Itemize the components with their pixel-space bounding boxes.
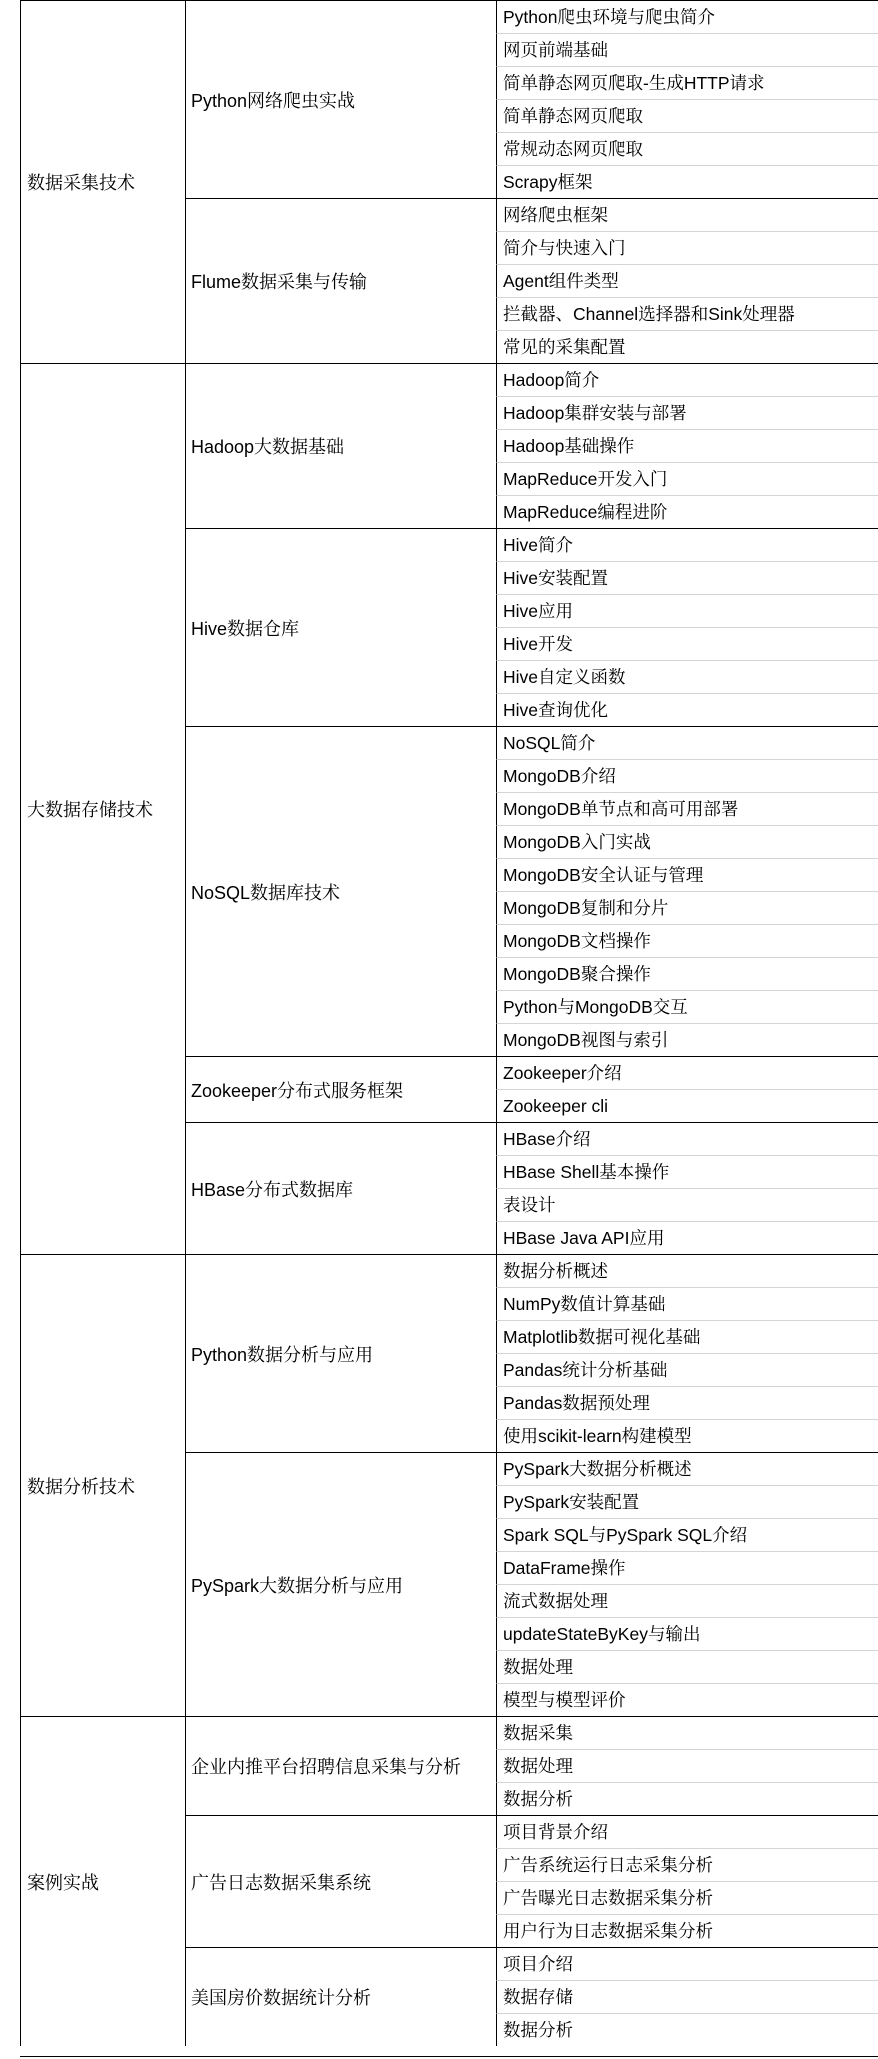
course-cell: 企业内推平台招聘信息采集与分析 (186, 1716, 496, 1815)
topic-cell: Zookeeper介绍 (496, 1056, 878, 1089)
topic-cell: 拦截器、Channel选择器和Sink处理器 (496, 297, 878, 330)
topic-cell: Hive简介 (496, 528, 878, 561)
topic-cell: MongoDB视图与索引 (496, 1023, 878, 1056)
table-bottom-border (20, 2056, 878, 2057)
topic-cell: 广告曝光日志数据采集分析 (496, 1881, 878, 1914)
topic-cell: Spark SQL与PySpark SQL介绍 (496, 1518, 878, 1551)
topic-cell: 数据分析概述 (496, 1254, 878, 1287)
topic-cell: MapReduce编程进阶 (496, 495, 878, 528)
course-cell: 美国房价数据统计分析 (186, 1947, 496, 2046)
topic-cell: 项目背景介绍 (496, 1815, 878, 1848)
topic-cell: 使用scikit-learn构建模型 (496, 1419, 878, 1452)
topic-cell: HBase介绍 (496, 1122, 878, 1155)
topic-cell: 网页前端基础 (496, 33, 878, 66)
topic-cell: 项目介绍 (496, 1947, 878, 1980)
topic-cell: Pandas统计分析基础 (496, 1353, 878, 1386)
topic-cell: 广告系统运行日志采集分析 (496, 1848, 878, 1881)
course-cell: Python网络爬虫实战 (186, 0, 496, 198)
course-cell: NoSQL数据库技术 (186, 726, 496, 1056)
topic-cell: 常规动态网页爬取 (496, 132, 878, 165)
course-cell: Hadoop大数据基础 (186, 363, 496, 528)
topic-cell: NumPy数值计算基础 (496, 1287, 878, 1320)
topic-cell: 数据采集 (496, 1716, 878, 1749)
topic-cell: MongoDB单节点和高可用部署 (496, 792, 878, 825)
topic-cell: PySpark安装配置 (496, 1485, 878, 1518)
topic-cell: Hadoop集群安装与部署 (496, 396, 878, 429)
topic-cell: MapReduce开发入门 (496, 462, 878, 495)
topic-cell: Hive应用 (496, 594, 878, 627)
course-cell: Flume数据采集与传输 (186, 198, 496, 363)
topic-cell: Matplotlib数据可视化基础 (496, 1320, 878, 1353)
topic-cell: PySpark大数据分析概述 (496, 1452, 878, 1485)
topic-cell: MongoDB入门实战 (496, 825, 878, 858)
topic-cell: NoSQL简介 (496, 726, 878, 759)
course-cell: 广告日志数据采集系统 (186, 1815, 496, 1947)
topic-cell: Hive安装配置 (496, 561, 878, 594)
category-cell: 数据分析技术 (20, 1254, 186, 1716)
topic-cell: Hive自定义函数 (496, 660, 878, 693)
topic-cell: 模型与模型评价 (496, 1683, 878, 1716)
topic-cell: HBase Shell基本操作 (496, 1155, 878, 1188)
topic-cell: Python爬虫环境与爬虫简介 (496, 0, 878, 33)
topic-cell: updateStateByKey与输出 (496, 1617, 878, 1650)
course-cell: Hive数据仓库 (186, 528, 496, 726)
category-cell: 案例实战 (20, 1716, 186, 2046)
topic-cell: Hadoop简介 (496, 363, 878, 396)
topic-cell: 简单静态网页爬取-生成HTTP请求 (496, 66, 878, 99)
topic-cell: 数据存储 (496, 1980, 878, 2013)
topic-cell: 数据分析 (496, 1782, 878, 1815)
topic-cell: MongoDB文档操作 (496, 924, 878, 957)
topic-cell: MongoDB安全认证与管理 (496, 858, 878, 891)
topic-cell: 简单静态网页爬取 (496, 99, 878, 132)
course-cell: Python数据分析与应用 (186, 1254, 496, 1452)
topic-cell: 简介与快速入门 (496, 231, 878, 264)
topic-cell: 网络爬虫框架 (496, 198, 878, 231)
topic-cell: Scrapy框架 (496, 165, 878, 198)
topic-cell: HBase Java API应用 (496, 1221, 878, 1254)
topic-cell: Python与MongoDB交互 (496, 990, 878, 1023)
topic-cell: 数据处理 (496, 1749, 878, 1782)
course-cell: HBase分布式数据库 (186, 1122, 496, 1254)
category-cell: 数据采集技术 (20, 0, 186, 363)
topic-cell: MongoDB复制和分片 (496, 891, 878, 924)
topic-cell: Hive查询优化 (496, 693, 878, 726)
topic-cell: Zookeeper cli (496, 1089, 878, 1122)
course-cell: PySpark大数据分析与应用 (186, 1452, 496, 1716)
topic-cell: MongoDB介绍 (496, 759, 878, 792)
topic-cell: 表设计 (496, 1188, 878, 1221)
topic-cell: DataFrame操作 (496, 1551, 878, 1584)
topic-cell: MongoDB聚合操作 (496, 957, 878, 990)
topic-cell: 数据分析 (496, 2013, 878, 2046)
topic-cell: Hive开发 (496, 627, 878, 660)
topic-cell: 流式数据处理 (496, 1584, 878, 1617)
topic-cell: Agent组件类型 (496, 264, 878, 297)
topic-cell: Pandas数据预处理 (496, 1386, 878, 1419)
topic-cell: Hadoop基础操作 (496, 429, 878, 462)
category-cell: 大数据存储技术 (20, 363, 186, 1254)
topic-cell: 数据处理 (496, 1650, 878, 1683)
topic-cell: 用户行为日志数据采集分析 (496, 1914, 878, 1947)
topic-cell: 常见的采集配置 (496, 330, 878, 363)
course-cell: Zookeeper分布式服务框架 (186, 1056, 496, 1122)
